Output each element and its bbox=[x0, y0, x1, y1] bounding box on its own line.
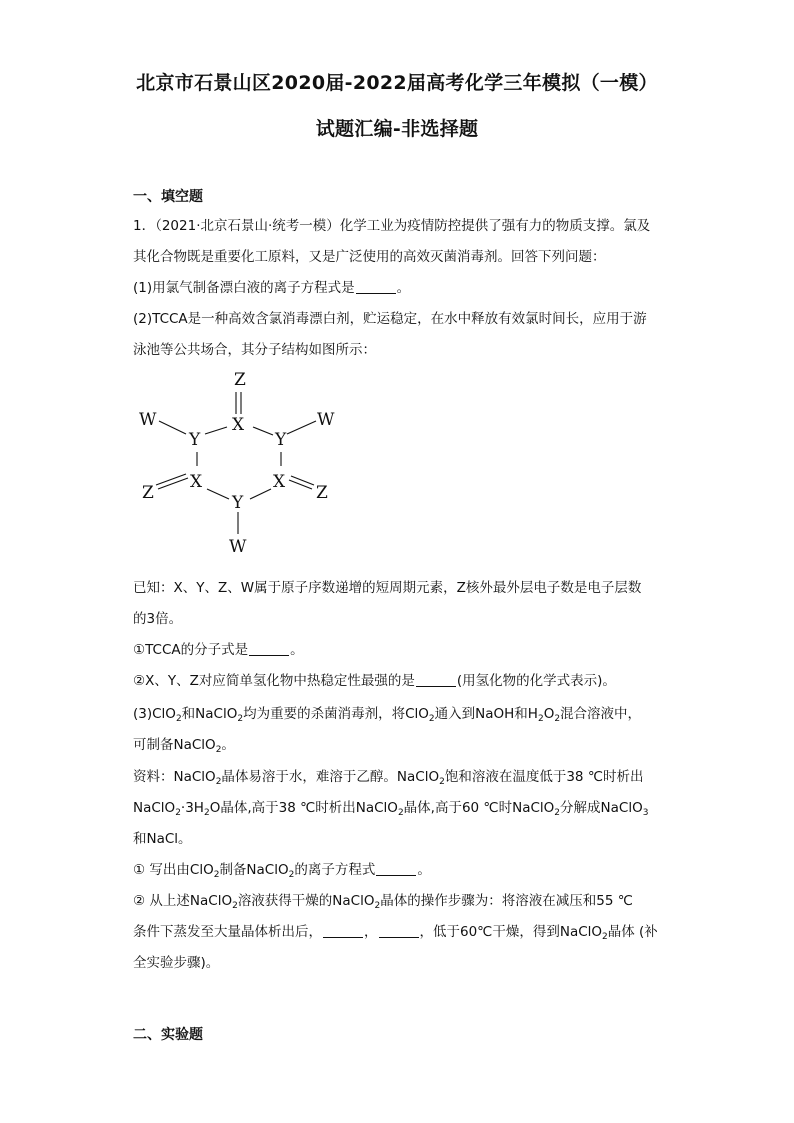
subscript: 2 bbox=[215, 745, 222, 755]
text: NaClO bbox=[133, 800, 176, 816]
subscript: 2 bbox=[203, 808, 210, 818]
known-info-line1: 已知：X、Y、Z、W属于原子序数递增的短周期元素，Z核外最外层电子数是电子层数 bbox=[133, 580, 642, 596]
subscript: 2 bbox=[175, 808, 181, 818]
period: 。 bbox=[417, 862, 431, 878]
subscript: 2 bbox=[175, 714, 182, 724]
text: 的离子方程式 bbox=[294, 862, 376, 878]
text: ② 从上述NaClO bbox=[133, 893, 233, 909]
subscript: 2 bbox=[397, 808, 404, 818]
period: 。 bbox=[396, 280, 411, 296]
text: ，低于60℃干燥，得到NaClO bbox=[419, 924, 603, 940]
text: (3)ClO bbox=[133, 706, 176, 722]
subscript: 2 bbox=[602, 932, 608, 942]
question1-part2-line1: (2)TCCA是一种高效含氯消毒漂白剂，贮运稳定，在水中释放有效氯时间长，应用于游 bbox=[133, 311, 647, 327]
atom-y-right: Y bbox=[275, 430, 287, 450]
text: ， bbox=[364, 924, 378, 940]
answer-blank bbox=[249, 642, 289, 657]
tcca-structure-diagram bbox=[130, 362, 350, 562]
subquestion-3-2-line2 bbox=[133, 920, 658, 940]
subscript: 2 bbox=[439, 777, 445, 787]
text: 可制备NaClO bbox=[133, 737, 216, 753]
text: 制备NaClO bbox=[219, 862, 289, 878]
atom-w-right: W bbox=[317, 410, 335, 430]
text: 混合溶液中， bbox=[560, 706, 642, 722]
info-line3: 和NaCl。 bbox=[133, 831, 192, 847]
text: ① 写出由ClO bbox=[133, 862, 214, 878]
page-title-line2: 试题汇编-非选择题 bbox=[315, 118, 479, 140]
text: 通入到NaOH和H bbox=[434, 706, 538, 722]
question1-intro-line1: 1．（2021·北京石景山·统考一模）化学工业为疫情防控提供了强有力的物质支撑。氯及 bbox=[133, 218, 651, 234]
subscript: 2 bbox=[537, 714, 544, 724]
answer-blank bbox=[356, 280, 396, 295]
atom-y-bottom: Y bbox=[232, 493, 244, 513]
question1-part3-line2 bbox=[133, 733, 235, 753]
text: 条件下蒸发至大量晶体析出后， bbox=[133, 924, 322, 940]
section-fill-in-heading: 一、填空题 bbox=[133, 189, 203, 205]
subquestion-1 bbox=[133, 638, 304, 658]
subquestion-2-note: (用氢化物的化学式表示)。 bbox=[456, 673, 616, 689]
question1-intro-line2: 其化合物既是重要化工原料，又是广泛使用的高效灭菌消毒剂。回答下列问题： bbox=[133, 249, 606, 265]
subscript: 2 bbox=[215, 777, 222, 787]
subscript: 2 bbox=[237, 714, 244, 724]
text: O晶体,高于38 ℃时析出NaClO bbox=[209, 800, 398, 816]
text: 饱和溶液在温度低于38 ℃时析出 bbox=[444, 769, 644, 785]
subquestion-1-text: ①TCCA的分子式是 bbox=[133, 642, 249, 658]
subscript: 2 bbox=[374, 901, 381, 911]
text: O bbox=[543, 706, 555, 722]
atom-z-right: Z bbox=[316, 483, 328, 503]
text: ·3H bbox=[180, 800, 204, 816]
subscript: 2 bbox=[232, 901, 238, 911]
text: 分解成NaClO bbox=[560, 800, 643, 816]
subscript: 3 bbox=[642, 808, 649, 818]
text: 和NaClO bbox=[181, 706, 238, 722]
info-line1 bbox=[133, 765, 643, 785]
subquestion-2-text: ②X、Y、Z对应简单氢化物中热稳定性最强的是 bbox=[133, 673, 415, 689]
text: 晶体易溶于水，难溶于乙醇。NaClO bbox=[221, 769, 440, 785]
atom-w-left: W bbox=[139, 410, 157, 430]
atom-x-left: X bbox=[190, 472, 203, 492]
atom-x-top: X bbox=[232, 415, 245, 435]
subscript: 2 bbox=[288, 870, 295, 880]
question1-part2-line2: 泳池等公共场合，其分子结构如图所示： bbox=[133, 342, 376, 358]
subquestion-3-2-line1 bbox=[133, 889, 633, 909]
answer-blank bbox=[379, 924, 419, 939]
subscript: 2 bbox=[213, 870, 220, 880]
answer-blank bbox=[416, 673, 456, 688]
answer-blank bbox=[376, 862, 416, 877]
part1-text: (1)用氯气制备漂白液的离子方程式是 bbox=[133, 280, 355, 296]
section-experiment-heading: 二、实验题 bbox=[133, 1027, 203, 1043]
text: 晶体的操作步骤为：将溶液在减压和55 ℃ bbox=[380, 893, 633, 909]
info-line2 bbox=[133, 796, 648, 816]
question1-part1 bbox=[133, 276, 410, 296]
text: 晶体,高于60 ℃时NaClO bbox=[403, 800, 555, 816]
page-title-line1: 北京市石景山区2020届-2022届高考化学三年模拟（一模） bbox=[136, 72, 658, 94]
text: 。 bbox=[221, 737, 235, 753]
subquestion-2 bbox=[133, 669, 616, 689]
question1-part3-line1 bbox=[133, 702, 641, 722]
atom-w-bottom: W bbox=[229, 537, 247, 557]
atom-y-left: Y bbox=[189, 430, 201, 450]
answer-blank bbox=[323, 924, 363, 939]
subquestion-3-2-line3: 全实验步骤)。 bbox=[133, 955, 220, 971]
atom-z-left: Z bbox=[142, 483, 154, 503]
text: 均为重要的杀菌消毒剂，将ClO bbox=[243, 706, 429, 722]
atom-x-right: X bbox=[273, 472, 286, 492]
text: 晶体 (补 bbox=[607, 924, 658, 940]
subscript: 2 bbox=[554, 714, 561, 724]
text: 溶液获得干燥的NaClO bbox=[237, 893, 375, 909]
subscript: 2 bbox=[428, 714, 435, 724]
period: 。 bbox=[290, 642, 304, 658]
subscript: 2 bbox=[554, 808, 561, 818]
atom-z-top: Z bbox=[234, 370, 246, 390]
subquestion-3-1 bbox=[133, 858, 431, 878]
text: 资料：NaClO bbox=[133, 769, 216, 785]
known-info-line2: 的3倍。 bbox=[133, 611, 183, 627]
